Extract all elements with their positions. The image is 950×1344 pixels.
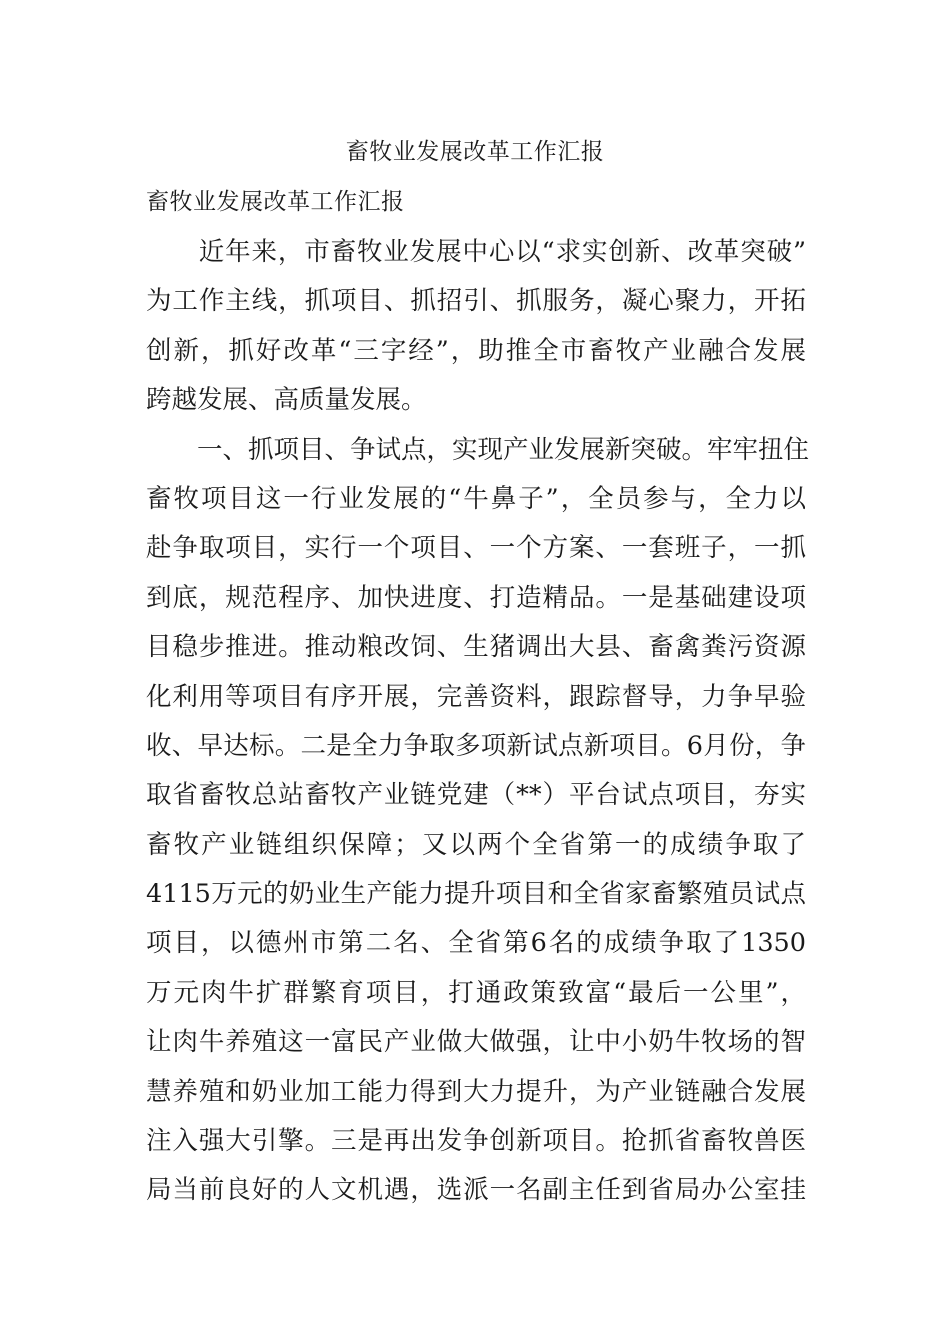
body-line: 万元肉牛扩群繁育项目，打通政策致富“最后一公里”，	[146, 977, 806, 1008]
body-line: 项目，以德州市第二名、全省第6名的成绩争取了1350	[146, 928, 806, 959]
body-line: 取省畜牧总站畜牧产业链党建（**）平台试点项目，夯实	[146, 780, 806, 811]
body-line: 注入强大引擎。三是再出发争创新项目。抢抓省畜牧兽医	[146, 1126, 806, 1157]
body-line: 为工作主线，抓项目、抓招引、抓服务，凝心聚力，开拓	[146, 286, 806, 317]
document-title: 畜牧业发展改革工作汇报	[345, 139, 605, 165]
body-line: 畜牧项目这一行业发展的“牛鼻子”，全员参与，全力以	[146, 483, 806, 514]
body-line: 化利用等项目有序开展，完善资料，跟踪督导，力争早验	[146, 681, 806, 712]
body-line: 让肉牛养殖这一富民产业做大做强，让中小奶牛牧场的智	[146, 1027, 806, 1058]
body-line: 局当前良好的人文机遇，选派一名副主任到省局办公室挂	[146, 1175, 806, 1206]
body-line: 到底，规范程序、加快进度、打造精品。一是基础建设项	[146, 582, 806, 613]
body-line: 畜牧产业链组织保障；又以两个全省第一的成绩争取了	[146, 829, 806, 860]
document-subtitle: 畜牧业发展改革工作汇报	[146, 189, 405, 215]
body-line: 一、抓项目、争试点，实现产业发展新突破。牢牢扭住	[146, 434, 810, 465]
body-line: 慧养殖和奶业加工能力得到大力提升，为产业链融合发展	[146, 1076, 806, 1107]
body-line: 跨越发展、高质量发展。	[146, 385, 427, 416]
body-line: 赴争取项目，实行一个项目、一个方案、一套班子，一抓	[146, 533, 806, 564]
body-line: 4115万元的奶业生产能力提升项目和全省家畜繁殖员试点	[146, 879, 806, 910]
body-line: 近年来，市畜牧业发展中心以“求实创新、改革突破”	[146, 237, 806, 267]
document-body	[146, 228, 810, 1216]
body-line: 收、早达标。二是全力争取多项新试点新项目。6月份，争	[146, 730, 806, 761]
body-line: 目稳步推进。推动粮改饲、生猪调出大县、畜禽粪污资源	[146, 632, 806, 663]
body-line: 创新，抓好改革“三字经”，助推全市畜牧产业融合发展	[146, 335, 806, 366]
